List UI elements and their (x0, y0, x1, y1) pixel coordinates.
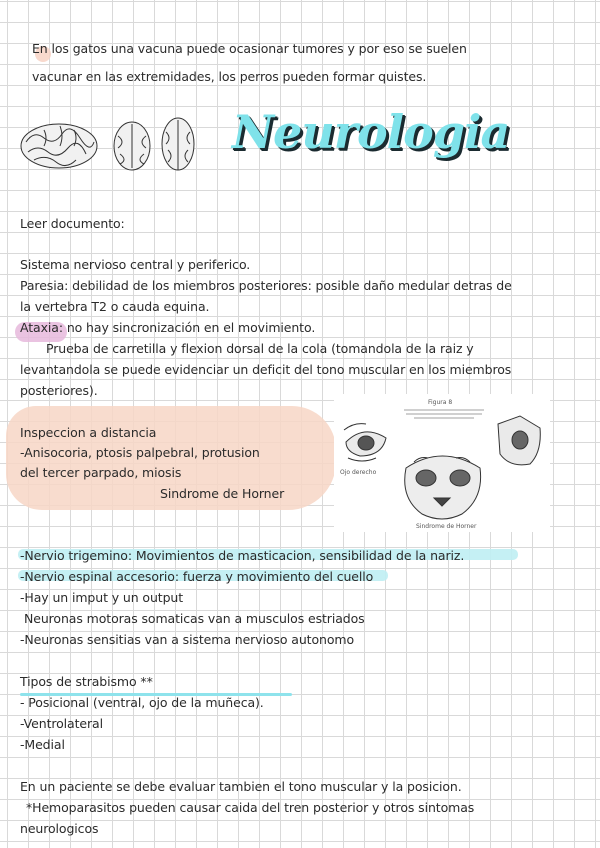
inspeccion-line-2: -Anisocoria, ptosis palpebral, protusion (20, 445, 260, 460)
strabismo-heading: Tipos de strabismo ** (20, 674, 153, 689)
sistema-nervioso: Sistema nervioso central y periferico. (20, 257, 251, 272)
prueba-line-1: Prueba de carretilla y flexion dorsal de la cola (tomandola de la raiz y (46, 341, 474, 356)
neuronas-sensitivas: -Neuronas sensitias van a sistema nervioso autonomo (20, 632, 354, 647)
neuronas-motoras: Neuronas motoras somaticas van a musculos estriados (24, 611, 365, 626)
inspeccion-line-4: Sindrome de Horner (160, 486, 285, 501)
figure-caption-left: Ojo derecho (340, 469, 377, 476)
figure-label: Figura 8 (428, 399, 453, 406)
footer-line-3: neurologicos (20, 821, 99, 836)
prueba-line-3: posteriores). (20, 383, 98, 398)
paresia-line-1: Paresia: debilidad de los miembros posteriores: posible daño medular detras de (20, 278, 512, 293)
footer-line-2: *Hemoparasitos pueden causar caida del tren posterior y otros sintomas (26, 800, 475, 815)
horner-figure (334, 394, 550, 532)
ataxia-line (20, 320, 315, 336)
strabismo-item-3: -Medial (20, 737, 65, 752)
input-output: -Hay un imput y un output (20, 590, 184, 605)
inspeccion-line-1: Inspeccion a distancia (20, 425, 157, 440)
footer-line-1: En un paciente se debe evaluar tambien el tono muscular y la posicion. (20, 779, 462, 794)
figure-caption-bottom: Sindrome de Horner (416, 523, 477, 530)
nervio-espinal: -Nervio espinal accesorio: fuerza y movimiento del cuello (20, 569, 374, 584)
strabismo-item-1: - Posicional (ventral, ojo de la muñeca). (20, 695, 264, 710)
ataxia-rest: : no hay sincronización en el movimiento. (58, 320, 316, 335)
leer-documento: Leer documento: (20, 216, 125, 231)
brain-sketches (14, 108, 204, 180)
nervio-trigemino: -Nervio trigemino: Movimientos de masticacion, sensibilidad de la nariz. (20, 548, 465, 563)
inspeccion-line-3: del tercer parpado, miosis (20, 465, 182, 480)
intro-line-2: vacunar en las extremidades, los perros pueden formar quistes. (32, 69, 427, 84)
prueba-line-2: levantandola se puede evidenciar un deficit del tono muscular en los miembros (20, 362, 512, 377)
intro-line-1: En los gatos una vacuna puede ocasionar tumores y por eso se suelen (32, 41, 467, 56)
ataxia-word: Ataxia (20, 320, 59, 335)
strabismo-item-2: -Ventrolateral (20, 716, 103, 731)
paresia-line-2: la vertebra T2 o cauda equina. (20, 299, 210, 314)
page-title: Neurologia (232, 105, 510, 159)
